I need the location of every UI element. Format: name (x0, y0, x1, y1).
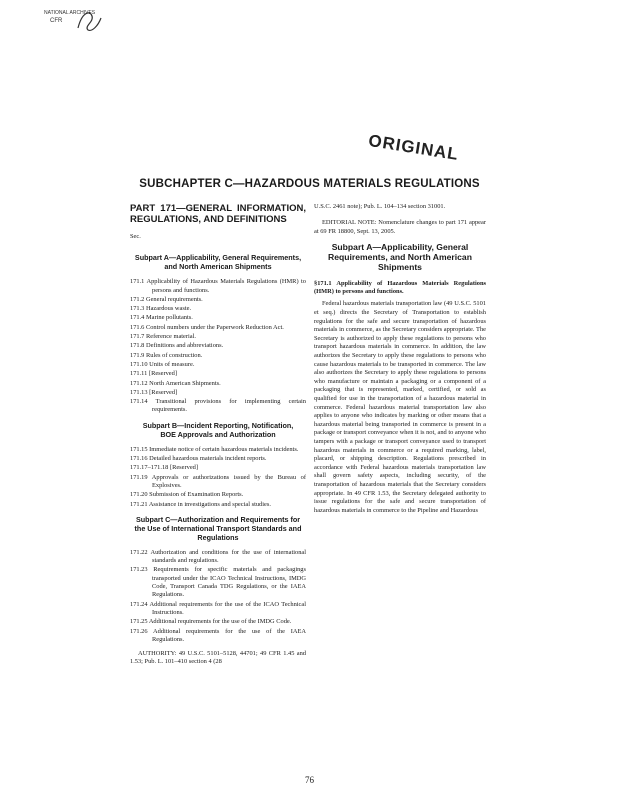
left-column (130, 203, 306, 667)
toc-entry: 171.3 Hazardous waste. (130, 305, 192, 313)
toc-entry: 171.19 Approvals or authorizations issued by the Bureau of Explosives. (130, 473, 306, 489)
right-column (314, 203, 486, 515)
original-stamp: ORIGINAL (367, 130, 461, 165)
subchapter-title: SUBCHAPTER C—HAZARDOUS MATERIALS REGULATIONS (139, 178, 480, 190)
toc-entry: 171.14 Transitional provisions for implementing certain requirements. (130, 398, 306, 414)
editorial-note: EDITORIAL NOTE: Nomenclature changes to part 171 appear at 69 FR 18800, Sept. 13, 2005. (314, 219, 486, 235)
section-171-1-body: Federal hazardous materials transportation law (49 U.S.C. 5101 et seq.) directs the Secretary of Transportation to establish regulations for the safe and secure transportation of hazardous materials in commerce, as the Secretary considers appropriate. The Secretary is authorized to apply these regulations to persons who transport hazardous materials in commerce. In addition, the law authorizes the Secretary to apply these regulations to persons who cause hazardous materials to be transported in commerce. The law also authorizes the Secretary to apply these regulations to persons who manufacture or maintain a packaging or a component of a packaging that is represented, marked, certified, or sold as qualified for use in the transportation of a hazardous material in commerce. Federal hazardous material transportation law also applies to anyone who indicates by marking or other means that a hazardous material being transported in commerce is present in a package or transport conveyance when it is not, and to anyone who tampers with a package or transport conveyance used to transport hazardous materials in commerce or a required marking, label, placard, or shipping description. Regulations prescribed in accordance with Federal hazardous materials transportation law shall govern safety aspects, including security, of the transportation of hazardous materials that the Secretary considers appropriate. In 49 CFR 1.53, the Secretary delegated authority to issue regulations for the safe and secure transportation of hazardous materials in commerce to the Pipeline and Hazardous (314, 300, 486, 514)
page-number: 76 (305, 775, 314, 785)
sec-label: Sec. (130, 233, 141, 240)
toc-entry: 171.6 Control numbers under the Paperwork Reduction Act. (130, 323, 284, 331)
toc-subpart-c-heading: Subpart C—Authorization and Requirements for the Use of International Transport Standards and Regulations (134, 514, 302, 542)
toc-entry: 171.23 Requirements for specific materials and packagings transported under the ICAO Technical Instructions, IMDG Code, Transport Canada TDG Regulations, or the IAEA Regulations. (130, 566, 306, 599)
toc-entry: 171.1 Applicability of Hazardous Materials Regulations (HMR) to persons and functions. (130, 278, 306, 294)
toc-entry: 171.2 General requirements. (130, 295, 203, 303)
toc-entry: 171.12 North American Shipments. (130, 379, 221, 387)
source-citation: U.S.C. 2461 note); Pub. L. 104–134 section 31001. (314, 203, 446, 210)
authority-citation: AUTHORITY: 49 U.S.C. 5101–5128, 44701; 49 CFR 1.45 and 1.53; Pub. L. 101–410 section 4 (28 (130, 650, 306, 666)
toc-entry: 171.20 Submission of Examination Reports. (130, 491, 244, 499)
toc-subpart-b-list (130, 446, 306, 509)
toc-subpart-c-list (130, 549, 306, 644)
toc-entry: 171.21 Assistance in investigations and special studies. (130, 500, 271, 508)
toc-entry: 171.7 Reference material. (130, 333, 197, 341)
toc-entry: 171.24 Additional requirements for the use of the ICAO Technical Instructions. (130, 600, 306, 616)
archive-stamp-line2: CFR (50, 18, 63, 24)
subpart-a-heading: Subpart A—Applicability, General Requirements, and North American Shipments (328, 241, 472, 272)
toc-entry: 171.4 Marine pollutants. (130, 314, 193, 322)
part-heading: PART 171—GENERAL INFORMATION, REGULATIONS, AND DEFINITIONS (130, 203, 306, 225)
toc-entry: 171.17–171.18 [Reserved] (130, 464, 198, 472)
toc-entry: 171.16 Detailed hazardous materials incident reports. (130, 455, 267, 463)
archive-stamp (44, 8, 104, 34)
section-171-1-heading: §171.1 Applicability of Hazardous Materials Regulations (HMR) to persons and functions. (314, 279, 486, 296)
toc-subpart-b-heading: Subpart B—Incident Reporting, Notification, BOE Approvals and Authorization (142, 420, 294, 439)
toc-subpart-a-list (130, 278, 306, 414)
toc-subpart-a-heading: Subpart A—Applicability, General Requirements, and North American Shipments (134, 253, 302, 272)
toc-entry: 171.22 Authorization and conditions for the use of international standards and regulations. (130, 548, 306, 565)
toc-entry: 171.26 Additional requirements for the use of the IAEA Regulations. (130, 627, 306, 643)
toc-entry: 171.8 Definitions and abbreviations. (130, 342, 224, 350)
toc-entry: 171.9 Rules of construction. (130, 351, 203, 359)
archive-stamp-line1: NATIONAL ARCHIVES (44, 10, 96, 16)
toc-entry: 171.15 Immediate notice of certain hazardous materials incidents. (130, 445, 299, 453)
toc-entry: 171.13 [Reserved] (130, 388, 178, 396)
toc-entry: 171.25 Additional requirements for the use of the IMDG Code. (130, 618, 292, 626)
signature-mark-icon (74, 8, 104, 34)
toc-entry: 171.11 [Reserved] (130, 370, 177, 378)
toc-entry: 171.10 Units of measure. (130, 360, 195, 368)
